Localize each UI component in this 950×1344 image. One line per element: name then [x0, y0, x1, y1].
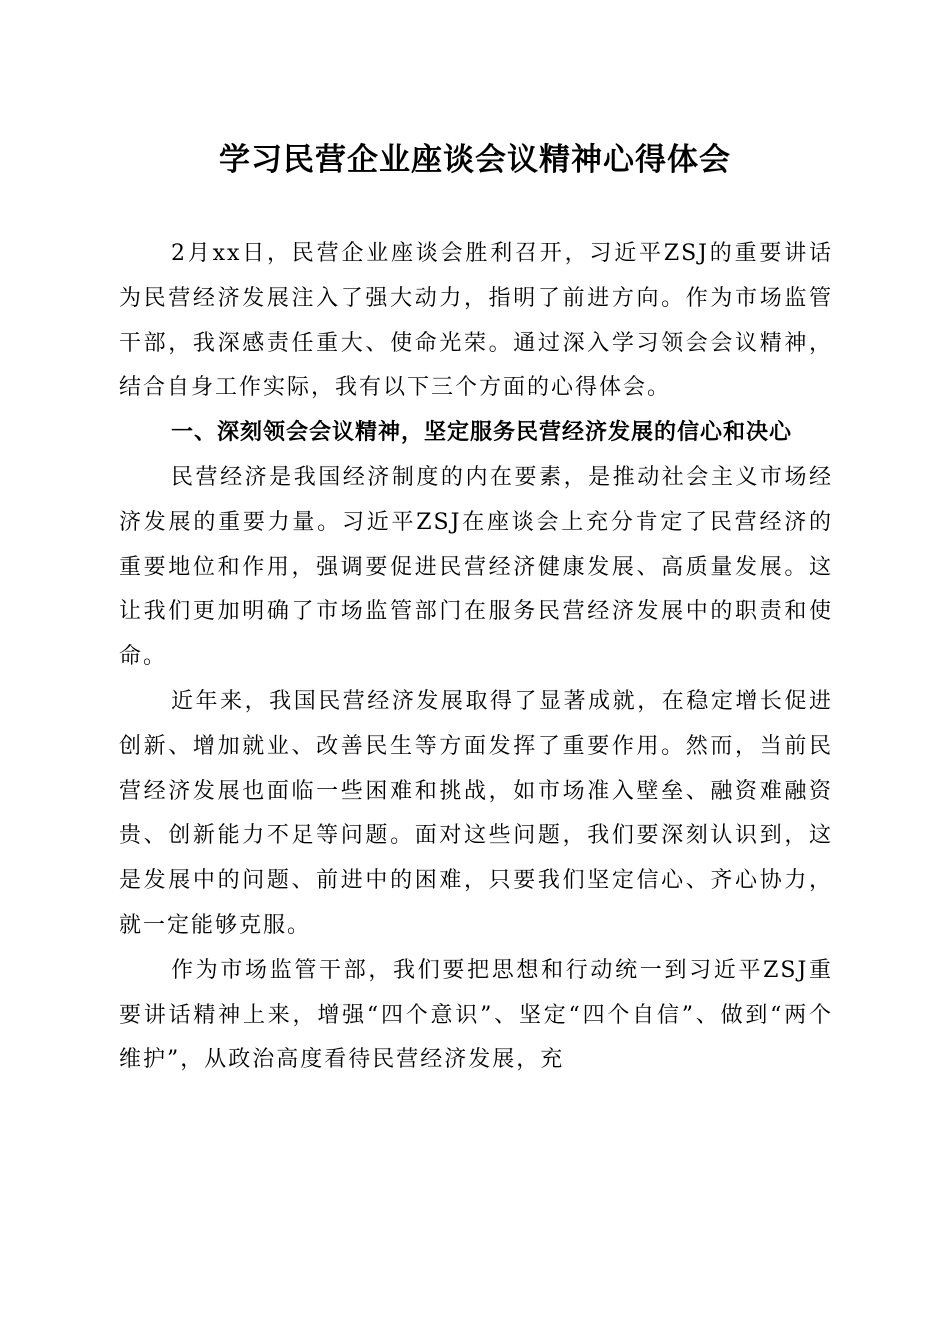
intro-paragraph: 2月xx日，民营企业座谈会胜利召开，习近平ZSJ的重要讲话为民营经济发展注入了强大动力，指明了前进方向。作为市场监管干部，我深感责任重大、使命光荣。通过深入学习领会会议精神，结合自身工作实际，我有以下三个方面的心得体会。 — [119, 241, 833, 401]
body-paragraph: 近年来，我国民营经济发展取得了显著成就，在稳定增长促进创新、增加就业、改善民生等方面发挥了重要作用。然而，当前民营经济发展也面临一些困难和挑战，如市场准入壁垒、融资难融资贵、创新能力不足等问题。面对这些问题，我们要深刻认识到，这是发展中的问题、前进中的困难，只要我们坚定信心、齐心协力，就一定能够克服。 — [119, 688, 833, 938]
section-heading: 一、深刻领会会议精神，坚定服务民营经济发展的信心和决心 — [171, 420, 793, 446]
body-paragraph: 民营经济是我国经济制度的内在要素，是推动社会主义市场经济发展的重要力量。习近平ZSJ在座谈会上充分肯定了民营经济的重要地位和作用，强调要促进民营经济健康发展、高质量发展。这让我们更加明确了市场监管部门在服务民营经济发展中的职责和使命。 — [119, 464, 833, 670]
body-paragraph: 作为市场监管干部，我们要把思想和行动统一到习近平ZSJ重要讲话精神上来，增强“四个意识”、坚定“四个自信”、做到“两个维护”，从政治高度看待民营经济发展，充 — [119, 957, 833, 1073]
document-body — [119, 232, 833, 1083]
document-title: 学习民营企业座谈会议精神心得体会 — [219, 142, 731, 178]
